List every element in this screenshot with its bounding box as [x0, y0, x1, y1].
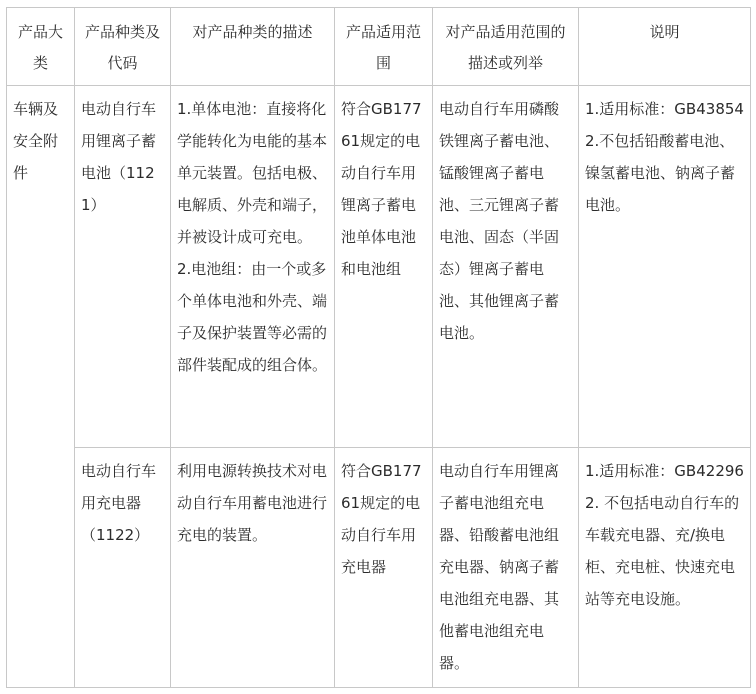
scope-description-cell: 电动自行车用锂离子蓄电池组充电器、铅酸蓄电池组充电器、钠离子蓄电池组充电器、其他蓄电池组充电器。 [433, 448, 579, 688]
type-description-cell [171, 448, 335, 688]
header-type-code: 产品种类及代码 [75, 8, 171, 86]
scope-description-cell: 电动自行车用磷酸铁锂离子蓄电池、锰酸锂离子蓄电池、三元锂离子蓄电池、固态（半固态）锂离子蓄电池、其他锂离子蓄电池。 [433, 86, 579, 448]
notes-line: 2. 不包括电动自行车的车载充电器、充/换电柜、充电桩、快速充电站等充电设施。 [585, 494, 740, 608]
header-notes: 说明 [579, 8, 751, 86]
type-description-line: 1.单体电池：直接将化学能转化为电能的基本单元装置。包括电极、电解质、外壳和端子，并被设计成可充电。 [177, 100, 328, 246]
product-scope-table [6, 7, 751, 688]
table-row [7, 448, 751, 688]
notes-line: 2.不包括铅酸蓄电池、镍氢蓄电池、钠离子蓄电池。 [585, 132, 736, 214]
header-scope-description: 对产品适用范围的描述或列举 [433, 8, 579, 86]
notes-cell [579, 448, 751, 688]
notes-line: 1.适用标准：GB42296 [585, 462, 744, 480]
type-code-cell: 电动自行车用充电器（1122） [75, 448, 171, 688]
notes-line: 1.适用标准：GB43854 [585, 100, 744, 118]
table-row [7, 86, 751, 448]
type-description-line: 利用电源转换技术对电动自行车用蓄电池进行充电的装置。 [177, 462, 328, 544]
header-type-description: 对产品种类的描述 [171, 8, 335, 86]
type-description-line: 2.电池组：由一个或多个单体电池和外壳、端子及保护装置等必需的部件装配成的组合体。 [177, 260, 328, 374]
table-header-row [7, 8, 751, 86]
type-description-cell [171, 86, 335, 448]
scope-cell: 符合GB17761规定的电动自行车用充电器 [335, 448, 433, 688]
header-category: 产品大类 [7, 8, 75, 86]
scope-cell: 符合GB17761规定的电动自行车用锂离子蓄电池单体电池和电池组 [335, 86, 433, 448]
header-scope: 产品适用范围 [335, 8, 433, 86]
notes-cell [579, 86, 751, 448]
type-code-cell: 电动自行车用锂离子蓄电池（1121） [75, 86, 171, 448]
category-cell: 车辆及安全附件 [7, 86, 75, 688]
